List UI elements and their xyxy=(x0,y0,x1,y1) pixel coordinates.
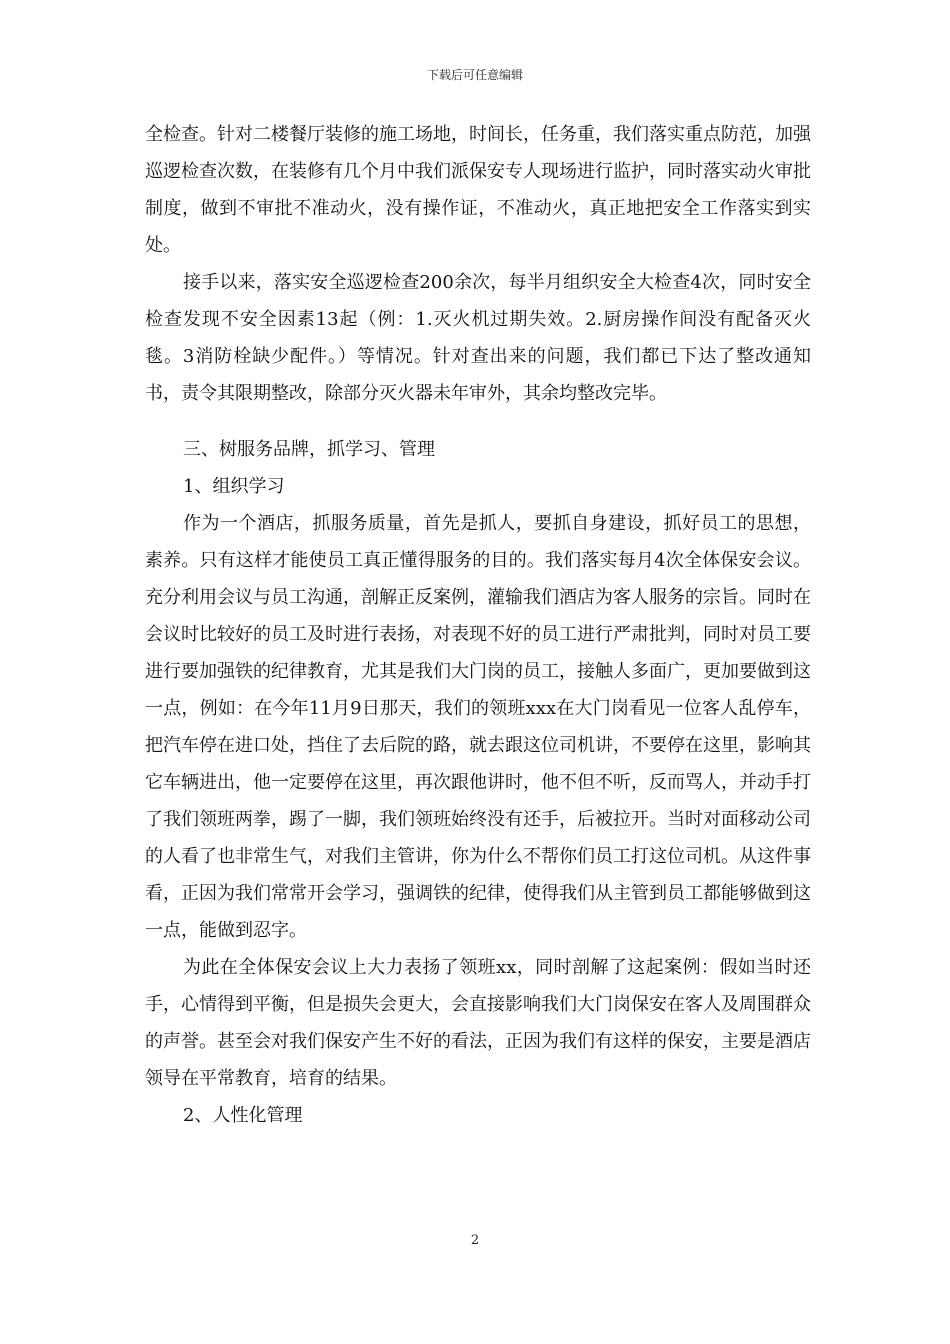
paragraph-patrol-statistics: 接手以来，落实安全巡逻检查200余次，每半月组织安全大检查4次，同时安全检查发现不安全因素13起（例：1.灭火机过期失效。2.厨房操作间没有配备灭火毯。3消防栓缺少配件。）等情况。针对查出来的问题，我们都已下达了整改通知书，责令其限期整改，除部分灭火器未年审外，其余均整改完毕。 xyxy=(145,272,811,404)
section-heading: 三、树服务品牌，抓学习、管理 xyxy=(183,439,435,460)
page-header: 下载后可任意编辑 xyxy=(426,68,523,82)
paragraph-training: 作为一个酒店，抓服务质量，首先是抓人，要抓自身建设，抓好员工的思想，素养。只有这样才能使员工真正懂得服务的目的。我们落实每月4次全体保安会议。充分利用会议与员工沟通，剖解正反案例，灌输我们酒店为客人服务的宗旨。同时在会议时比较好的员工及时进行表扬，对表现不好的员工进行严肃批判，同时对员工要进行要加强铁的纪律教育，尤其是我们大门岗的员工，接触人多面广，更加要做到这一点，例如：在今年11月9日那天，我们的领班xxx在大门岗看见一位客人乱停车，把汽车停在进口处，挡住了去后院的路，就去跟这位司机讲，不要停在这里，影响其它车辆进出，他一定要停在这里，再次跟他讲时，他不但不听，反而骂人，并动手打了我们领班两拳，踢了一脚，我们领班始终没有还手，后被拉开。当时对面移动公司的人看了也非常生气，对我们主管讲，你为什么不帮你们员工打这位司机。从这件事看，正因为我们常常开会学习，强调铁的纪律，使得我们从主管到员工都能够做到这一点，能做到忍字。 xyxy=(145,513,811,941)
paragraph-gap xyxy=(145,412,811,431)
paragraph-commendation: 为此在全体保安会议上大力表扬了领班xx，同时剖解了这起案例：假如当时还手，心情得到平衡，但是损失会更大，会直接影响我们大门岗保安在客人及周围群众的声誉。甚至会对我们保安产生不好的看法，正因为我们有这样的保安，主要是酒店领导在平常教育，培育的结果。 xyxy=(145,957,811,1089)
document-body xyxy=(145,116,811,1134)
subsection-heading: 1、组织学习 xyxy=(183,476,285,497)
page-number: 2 xyxy=(470,1233,480,1248)
paragraph-safety-inspection: 全检查。针对二楼餐厅装修的施工场地，时间长，任务重，我们落实重点防范，加强巡逻检查次数，在装修有几个月中我们派保安专人现场进行监护，同时落实动火审批制度，做到不审批不准动火，没有操作证，不准动火，真正地把安全工作落实到实处。 xyxy=(145,124,811,256)
subsection-heading: 2、人性化管理 xyxy=(183,1105,303,1126)
